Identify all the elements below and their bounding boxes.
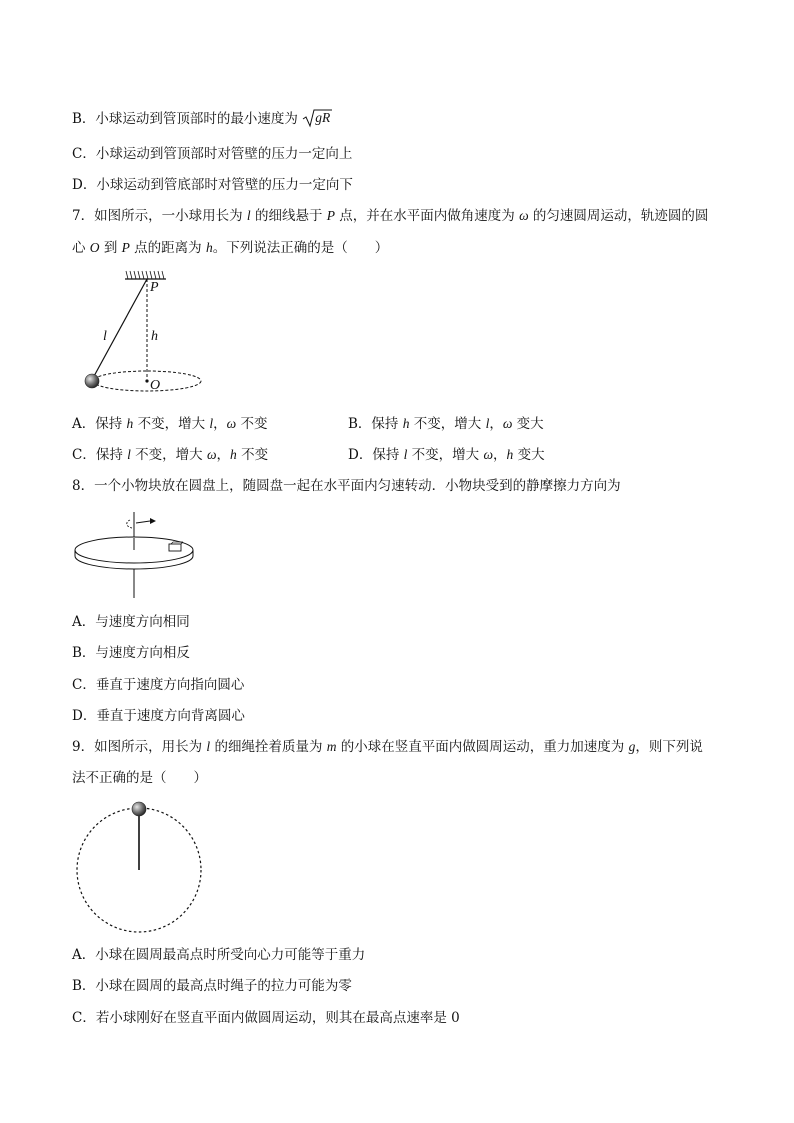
text-run: C．保持 (72, 447, 128, 463)
q9-option-a: A．小球在圆周最高点时所受向心力可能等于重力 (72, 947, 366, 963)
math-variable: l (127, 447, 131, 462)
math-variable: l (206, 739, 211, 754)
q9-stem-line1 (72, 737, 703, 757)
text-run: ， (216, 447, 231, 463)
math-variable: l (246, 208, 251, 223)
q6-option-c: C．小球运动到管顶部时对管壁的压力一定向上 (72, 146, 353, 162)
text-run: A．保持 (72, 416, 127, 432)
text-run: 点，并在水平面内做角速度为 (335, 208, 520, 224)
q9-stem-line2: 法不正确的是（ ） (72, 770, 207, 786)
q6-option-b-text: B．小球运动到管顶部时的最小速度为 (72, 111, 298, 127)
q7-stem-line1 (72, 206, 708, 226)
text-run: ， (493, 447, 507, 463)
text-run: ， (489, 416, 503, 432)
text-run: 的细线悬于 (250, 208, 327, 224)
q6-option-d: D．小球运动到管底部时对管壁的压力一定向下 (72, 177, 353, 193)
q8-option-a: A．与速度方向相同 (72, 614, 190, 630)
text-run: 不变，增大 (133, 416, 210, 432)
rotating-disk-figure (70, 510, 200, 602)
math-variable: ω (206, 447, 217, 462)
text-run: D．保持 (348, 447, 404, 463)
text-run: 到 (99, 240, 122, 256)
math-variable: P (326, 208, 335, 223)
conical-pendulum-figure (80, 268, 210, 393)
text-run: 的小球在竖直平面内做圆周运动，重力加速度为 (336, 739, 629, 755)
math-variable: P (121, 240, 130, 255)
text-run: ， (213, 416, 227, 432)
text-run: 不变 (236, 416, 268, 432)
q8-stem: 8．一个小物块放在圆盘上，随圆盘一起在水平面内匀速转动．小物块受到的静摩擦力方向为 (72, 478, 621, 494)
text-run: 心 (72, 240, 90, 256)
math-variable: h (230, 447, 237, 462)
q8-option-c: C．垂直于速度方向指向圆心 (72, 677, 245, 693)
label-O: O (150, 378, 161, 393)
math-variable: l (403, 447, 408, 462)
text-run: 不变，增大 (407, 447, 484, 463)
label-h: h (151, 329, 158, 344)
math-variable: h (402, 416, 410, 431)
text-run: 不变，增大 (130, 447, 207, 463)
q7-option-c (72, 445, 268, 465)
math-variable: O (89, 240, 100, 255)
q7-option-a (72, 414, 268, 434)
math-variable: g (628, 739, 636, 754)
sqrt-formula (302, 108, 332, 129)
text-run: 不变，增大 (409, 416, 486, 432)
vertical-circle-figure (74, 800, 206, 935)
q7-option-b (348, 414, 544, 434)
q8-option-d: D．垂直于速度方向背离圆心 (72, 708, 245, 724)
small-block (169, 544, 181, 551)
q8-option-b: B．与速度方向相反 (72, 645, 190, 661)
text-run: 不变 (236, 447, 269, 463)
text-run: 的匀速圆周运动，轨迹圆的圆 (528, 208, 709, 224)
text-run: 点的距离为 (129, 240, 206, 256)
text-run: 的细绳拴着质量为 (210, 739, 327, 755)
math-variable: h (506, 447, 514, 462)
circle-ball (132, 802, 146, 816)
math-variable: l (209, 416, 214, 431)
sqrt-content: gR (315, 110, 331, 125)
label-P: P (150, 280, 159, 295)
text-run: ，则下列说 (635, 739, 703, 755)
q7-option-d (348, 445, 545, 465)
math-variable: ω (226, 416, 237, 431)
text-run: 9．如图所示，用长为 (72, 739, 207, 755)
text-run: 变大 (512, 416, 544, 432)
pendulum-ball (85, 374, 99, 388)
q7-stem-line2 (72, 238, 388, 258)
q6-option-b (72, 108, 332, 129)
text-run: 。下列说法正确的是（ ） (212, 240, 389, 256)
math-variable: ω (502, 416, 513, 431)
math-variable: ω (519, 208, 529, 223)
math-variable: ω (483, 447, 494, 462)
label-l: l (103, 329, 107, 344)
math-variable: h (205, 240, 213, 255)
math-variable: h (126, 416, 134, 431)
q9-option-c: C．若小球刚好在竖直平面内做圆周运动，则其在最高点速率是 0 (72, 1010, 460, 1026)
text-run: 变大 (513, 447, 545, 463)
text-run: 7．如图所示，一小球用长为 (72, 208, 247, 224)
text-run: B．保持 (348, 416, 403, 432)
q9-option-b: B．小球在圆周的最高点时绳子的拉力可能为零 (72, 978, 352, 994)
math-variable: l (485, 416, 490, 431)
math-variable: m (326, 739, 337, 754)
